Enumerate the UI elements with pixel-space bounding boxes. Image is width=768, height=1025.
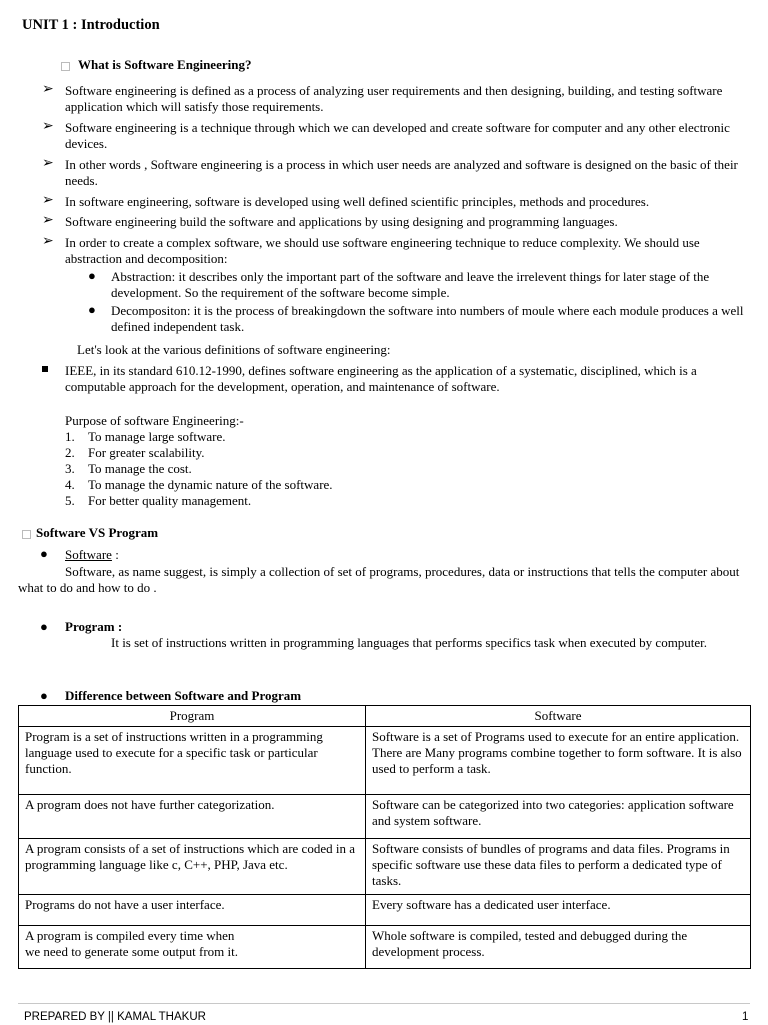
arrow-bullet-icon: ➢ (42, 82, 54, 97)
checkbox-glyph-icon (22, 530, 31, 539)
arrow-bullet-icon: ➢ (42, 213, 54, 228)
footer-divider (18, 1003, 750, 1004)
table-row (19, 839, 751, 895)
square-bullet-icon (42, 366, 48, 372)
difference-title: Difference between Software and Program (65, 688, 302, 703)
bullet-point: Software engineering is defined as a process of analyzing user requirements and then designing, building, and testing software application which will satisfy those requirements. (65, 83, 723, 114)
table-cell: A program consists of a set of instructions which are coded in a programming language like c, C++, PHP, Java etc. (19, 839, 366, 895)
table-cell: Whole software is compiled, tested and debugged during the development process. (366, 926, 751, 969)
table-row (19, 727, 751, 795)
dot-bullet-icon: ● (40, 688, 48, 703)
software-label-colon: : (111, 547, 119, 562)
sub-bullet-point: Abstraction: it describes only the important part of the software and leave the irrelevent things for later stage of the development. So the requirement of the software become simple. (111, 269, 710, 300)
page-title: UNIT 1 : Introduction (22, 17, 160, 33)
purpose-item: To manage large software. (88, 429, 226, 444)
dot-bullet-icon: ● (40, 619, 48, 634)
software-label (65, 547, 119, 563)
comparison-table (18, 705, 751, 969)
table-header-software: Software (366, 706, 751, 727)
section-heading-software-vs-program (22, 525, 158, 541)
table-cell: A program is compiled every time when we need to generate some output from it. (19, 926, 366, 969)
table-cell: Program is a set of instructions written in a programming language used to execute for a specific task or particular function. (19, 727, 366, 795)
purpose-item: To manage the dynamic nature of the software. (88, 477, 333, 492)
purpose-item: To manage the cost. (88, 461, 192, 476)
bullet-point: In order to create a complex software, we should use software engineering technique to reduce complexity. We should use abstraction and decomposition: (65, 235, 700, 266)
purpose-item: For greater scalability. (88, 445, 205, 460)
list-number: 5. (65, 493, 75, 508)
program-definition: It is set of instructions written in programming languages that performs specifics task when executed by computer. (111, 635, 708, 650)
table-cell: A program does not have further categorization. (19, 795, 366, 839)
table-cell: Software consists of bundles of programs and data files. Programs in specific software use these data files to perform a dedicated type of tasks. (366, 839, 751, 895)
table-row (19, 895, 751, 926)
table-cell: Software can be categorized into two categories: application software and system software. (366, 795, 751, 839)
arrow-bullet-icon: ➢ (42, 119, 54, 134)
arrow-bullet-icon: ➢ (42, 234, 54, 249)
checkbox-glyph-icon (61, 62, 70, 71)
list-number: 2. (65, 445, 75, 460)
definitions-intro: Let's look at the various definitions of software engineering: (77, 342, 391, 357)
bullet-point: In software engineering, software is developed using well defined scientific principles, methods and procedures. (65, 194, 650, 209)
footer-prepared-by: PREPARED BY || KAMAL THAKUR (24, 1011, 206, 1023)
arrow-bullet-icon: ➢ (42, 193, 54, 208)
section-heading-what-is-se (61, 57, 251, 73)
dot-bullet-icon: ● (40, 546, 48, 561)
software-label-text: Software (65, 547, 112, 562)
table-row (19, 926, 751, 969)
ieee-definition: IEEE, in its standard 610.12-1990, defines software engineering as the application of a systematic, disciplined, which is a computable approach for the development, operation, and maintenance of software. (65, 363, 697, 394)
table-cell: Software is a set of Programs used to execute for an entire application. There are Many programs combine together to form software. It is also used to perform a task. (366, 727, 751, 795)
dot-bullet-icon: ● (88, 302, 96, 317)
list-number: 1. (65, 429, 75, 444)
bullet-point: Software engineering is a technique through which we can developed and create software for computer and any other electronic devices. (65, 120, 730, 151)
list-number: 4. (65, 477, 75, 492)
bullet-point: In other words , Software engineering is a process in which user needs are analyzed and software is designed on the basic of their needs. (65, 157, 738, 188)
arrow-bullet-icon: ➢ (42, 156, 54, 171)
table-cell: Programs do not have a user interface. (19, 895, 366, 926)
section-heading-text: What is Software Engineering? (78, 57, 252, 72)
section-heading-text: Software VS Program (36, 525, 159, 540)
table-header-row (19, 706, 751, 727)
table-row (19, 795, 751, 839)
dot-bullet-icon: ● (88, 268, 96, 283)
bullet-point: Software engineering build the software and applications by using designing and programming languages. (65, 214, 618, 229)
sub-bullet-point: Decompositon: it is the process of breakingdown the software into numbers of moule where each module produces a well defined independent task. (111, 303, 744, 334)
purpose-title: Purpose of software Engineering:- (65, 413, 244, 428)
table-header-program: Program (19, 706, 366, 727)
software-definition: Software, as name suggest, is simply a collection of set of programs, procedures, data or instructions that tells the computer about what to do and how to do . (18, 564, 740, 595)
table-cell: Every software has a dedicated user interface. (366, 895, 751, 926)
list-number: 3. (65, 461, 75, 476)
program-label: Program : (65, 619, 123, 634)
page-number: 1 (742, 1011, 749, 1023)
purpose-item: For better quality management. (88, 493, 252, 508)
